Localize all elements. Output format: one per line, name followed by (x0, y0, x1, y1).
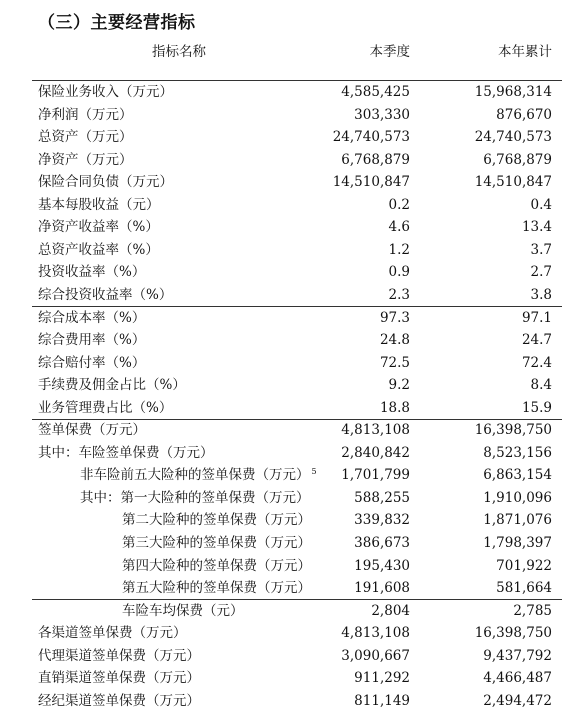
row-value-quarter: 911,292 (354, 670, 410, 687)
row-label-text: 其中：第一大险种的签单保费（万元） (80, 489, 310, 506)
row-value-ytd: 3.8 (530, 286, 552, 303)
row-label-text: 综合赔付率（%） (38, 354, 146, 371)
row-label (80, 464, 317, 486)
table-row (0, 442, 578, 464)
row-value-quarter: 3,090,667 (341, 647, 410, 664)
row-label (80, 487, 310, 509)
row-label-text: 其中：车险签单保费（万元） (38, 444, 214, 461)
header-indicator-name: 指标名称 (152, 44, 206, 60)
table-row (0, 171, 578, 193)
row-label (38, 126, 133, 148)
row-value-ytd: 3.7 (530, 241, 552, 258)
row-value-ytd: 0.4 (530, 196, 552, 213)
row-value-ytd: 16,398,750 (474, 625, 552, 642)
row-value-quarter: 386,673 (354, 535, 410, 551)
row-label-text: 各渠道签单保费（万元） (38, 625, 187, 642)
row-label-text: 投资收益率（%） (38, 264, 146, 281)
table-row (0, 81, 578, 103)
row-label-text: 第三大险种的签单保费（万元） (122, 535, 311, 551)
row-label-text: 基本每股收益（元） (38, 196, 160, 213)
row-value-quarter: 0.2 (388, 196, 410, 213)
row-label-text: 综合投资收益率（%） (38, 286, 173, 303)
row-value-quarter: 1.2 (388, 241, 410, 258)
table-row (0, 397, 578, 419)
row-label (38, 329, 145, 351)
table-row (0, 329, 578, 351)
row-value-quarter: 4,813,108 (341, 625, 410, 642)
row-label (38, 667, 200, 689)
row-label-text: 综合费用率（%） (38, 332, 146, 349)
table-row (0, 374, 578, 396)
row-value-quarter: 191,608 (354, 580, 410, 597)
row-label (38, 352, 145, 374)
table-row (0, 464, 578, 486)
row-value-ytd: 6,768,879 (483, 151, 552, 168)
row-label-text: 保险业务收入（万元） (38, 84, 173, 100)
row-label (38, 81, 173, 103)
table-row (0, 622, 578, 644)
row-label (38, 622, 187, 644)
row-label (38, 149, 133, 171)
row-value-ytd: 97.1 (521, 309, 552, 326)
table-row (0, 284, 578, 306)
row-value-quarter: 24,740,573 (332, 129, 410, 146)
row-label-text: 车险车均保费（元） (122, 602, 244, 619)
row-value-ytd: 8,523,156 (483, 444, 552, 461)
row-label (38, 307, 145, 329)
row-label (38, 419, 146, 441)
row-label (122, 577, 311, 599)
row-value-ytd: 6,863,154 (483, 467, 552, 484)
row-value-quarter: 72.5 (379, 354, 410, 371)
row-value-quarter: 195,430 (354, 557, 410, 574)
row-label (38, 239, 159, 261)
table-row (0, 149, 578, 171)
row-value-ytd: 8.4 (530, 377, 552, 394)
row-label-text: 手续费及佣金占比（%） (38, 377, 186, 394)
table-row (0, 261, 578, 283)
row-label (122, 509, 311, 531)
table-row (0, 645, 578, 667)
row-value-ytd: 1,798,397 (483, 535, 552, 551)
row-label-text: 代理渠道签单保费（万元） (38, 647, 200, 664)
row-value-ytd: 1,910,096 (483, 489, 552, 506)
row-value-ytd: 876,670 (496, 106, 552, 123)
row-value-quarter: 811,149 (354, 692, 410, 709)
header-year-to-date: 本年累计 (498, 44, 552, 60)
row-value-quarter: 0.9 (388, 264, 410, 281)
table-row (0, 487, 578, 509)
table-header (0, 36, 578, 66)
row-value-quarter: 6,768,879 (341, 151, 410, 168)
row-value-quarter: 9.2 (388, 377, 410, 394)
row-value-quarter: 4,585,425 (341, 84, 410, 100)
row-label (38, 284, 172, 306)
row-label-text: 业务管理费占比（%） (38, 399, 173, 416)
row-label (38, 397, 172, 419)
row-value-quarter: 339,832 (354, 512, 410, 529)
row-label-text: 净资产（万元） (38, 151, 133, 168)
table-row (0, 509, 578, 531)
row-label (38, 261, 145, 283)
row-label-text: 直销渠道签单保费（万元） (38, 670, 200, 687)
row-value-ytd: 1,871,076 (483, 512, 552, 529)
row-value-quarter: 2.3 (388, 286, 410, 303)
row-label (38, 442, 214, 464)
row-value-ytd: 14,510,847 (474, 174, 552, 191)
row-label-text: 净利润（万元） (38, 106, 133, 123)
table-row (0, 194, 578, 216)
table-row (0, 532, 578, 554)
footnote-marker: 5 (311, 466, 317, 476)
row-label-text: 综合成本率（%） (38, 309, 146, 326)
row-label (38, 104, 133, 126)
row-label-text: 保险合同负债（万元） (38, 174, 173, 191)
row-label (38, 690, 200, 712)
header-current-quarter: 本季度 (369, 44, 410, 60)
row-label-text: 非车险前五大险种的签单保费（万元） (80, 467, 310, 484)
row-value-quarter: 4.6 (388, 219, 410, 236)
row-value-ytd: 16,398,750 (474, 422, 552, 439)
row-label (122, 600, 244, 622)
row-value-ytd: 581,664 (496, 580, 552, 597)
row-value-quarter: 97.3 (379, 309, 410, 326)
row-label-text: 经纪渠道签单保费（万元） (38, 692, 200, 709)
row-value-ytd: 13.4 (521, 219, 552, 236)
row-label-text: 净资产收益率（%） (38, 219, 159, 236)
row-value-quarter: 4,813,108 (341, 422, 410, 439)
row-label-text: 签单保费（万元） (38, 422, 146, 439)
table-row (0, 126, 578, 148)
row-value-ytd: 2,494,472 (483, 692, 552, 709)
row-label (38, 194, 160, 216)
row-value-quarter: 588,255 (354, 489, 410, 506)
row-value-quarter: 2,804 (371, 602, 410, 619)
row-label (38, 171, 173, 193)
table-row (0, 104, 578, 126)
row-value-ytd: 4,466,487 (483, 670, 552, 687)
table-row (0, 600, 578, 622)
table-row (0, 577, 578, 599)
row-value-quarter: 1,701,799 (341, 467, 410, 484)
section-title: （三）主要经营指标 (38, 13, 196, 33)
row-label (38, 374, 186, 396)
row-label-text: 第五大险种的签单保费（万元） (122, 580, 311, 597)
table-row (0, 419, 578, 441)
row-value-ytd: 24.7 (521, 332, 552, 349)
table-row (0, 667, 578, 689)
row-value-ytd: 2.7 (530, 264, 552, 281)
row-value-quarter: 2,840,842 (341, 444, 410, 461)
row-label-text: 第四大险种的签单保费（万元） (122, 557, 311, 574)
row-value-ytd: 15.9 (521, 399, 552, 416)
row-value-quarter: 18.8 (379, 399, 410, 416)
row-value-ytd: 2,785 (513, 602, 552, 619)
table-row (0, 307, 578, 329)
row-value-ytd: 72.4 (521, 354, 552, 371)
table-row (0, 352, 578, 374)
row-label (38, 645, 200, 667)
row-value-quarter: 303,330 (354, 106, 410, 123)
row-value-quarter: 24.8 (379, 332, 410, 349)
table-row (0, 555, 578, 577)
row-value-ytd: 15,968,314 (474, 84, 552, 100)
row-label-text: 第二大险种的签单保费（万元） (122, 512, 311, 529)
table-row (0, 216, 578, 238)
table-row (0, 239, 578, 261)
row-value-quarter: 14,510,847 (332, 174, 410, 191)
table-row (0, 690, 578, 712)
row-value-ytd: 24,740,573 (474, 129, 552, 146)
row-value-ytd: 701,922 (496, 557, 552, 574)
row-label (122, 532, 311, 554)
row-label (122, 555, 311, 577)
row-value-ytd: 9,437,792 (483, 647, 552, 664)
row-label (38, 216, 159, 238)
row-label-text: 总资产（万元） (38, 129, 133, 146)
row-label-text: 总资产收益率（%） (38, 241, 159, 258)
